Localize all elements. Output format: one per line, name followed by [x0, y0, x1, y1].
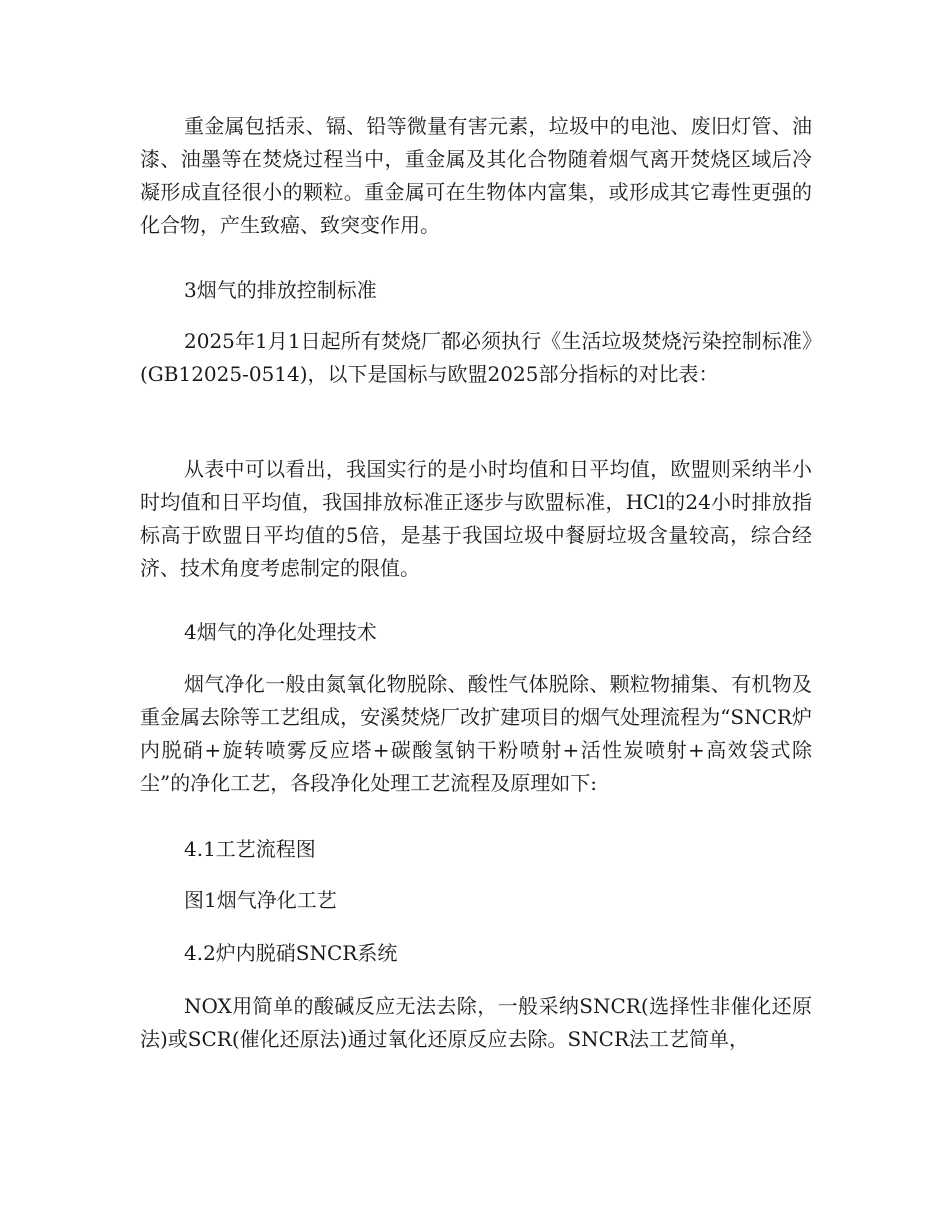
paragraph-heavy-metals: 重金属包括汞、镉、铅等微量有害元素，垃圾中的电池、废旧灯管、油漆、油墨等在焚烧过程当中，重金属及其化合物随着烟气离开焚烧区域后冷凝形成直径很小的颗粒。重金属可在生物体内富集，或形成其它毒性更强的化合物，产生致癌、致突变作用。 [140, 114, 812, 237]
paragraph-purification-process: 烟气净化一般由氮氧化物脱除、酸性气体脱除、颗粒物捕集、有机物及重金属去除等工艺组成，安溪焚烧厂改扩建项目的烟气处理流程为“SNCR炉内脱硝+旋转喷雾反应塔+碳酸氢钠干粉喷射+活性炭喷射+高效袋式除尘”的净化工艺，各段净化处理工艺流程及原理如下: [140, 672, 812, 795]
paragraph-standard-intro: 2025年1月1日起所有焚烧厂都必须执行《生活垃圾焚烧污染控制标准》(GB12025-0514)，以下是国标与欧盟2025部分指标的对比表： [140, 329, 812, 386]
section-heading-emission-standards: 3烟气的排放控制标准 [184, 278, 377, 302]
paragraph-table-analysis: 从表中可以看出，我国实行的是小时均值和日平均值，欧盟则采纳半小时均值和日平均值，我国排放标准正逐步与欧盟标准，HCl的24小时排放指标高于欧盟日平均值的5倍，是基于我国垃圾中餐厨垃圾含量较高，综合经济、技术角度考虑制定的限值。 [140, 457, 812, 580]
subsection-heading-sncr: 4.2炉内脱硝SNCR系统 [184, 941, 398, 965]
paragraph-sncr-description: NOX用简单的酸碱反应无法去除，一般采纳SNCR(选择性非催化还原法)或SCR(催化还原法)通过氧化还原反应去除。SNCR法工艺简单， [140, 994, 812, 1051]
subsection-heading-flowchart: 4.1工艺流程图 [184, 837, 316, 861]
figure-caption: 图1烟气净化工艺 [184, 888, 337, 912]
section-heading-purification: 4烟气的净化处理技术 [184, 620, 377, 644]
